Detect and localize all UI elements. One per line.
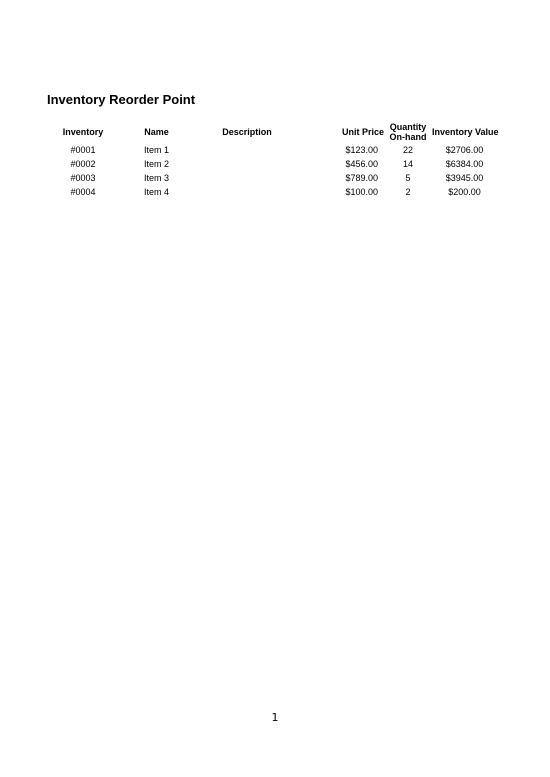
table-row [47, 171, 497, 185]
table-row [47, 143, 497, 157]
cell-quantity: 14 [402, 159, 413, 169]
header-quantity-line1: Quantity [389, 121, 427, 132]
cell-description [194, 157, 300, 171]
inventory-table [47, 120, 497, 199]
cell-inventory: #0001 [70, 145, 96, 155]
header-unit-price: Unit Price [341, 126, 384, 137]
header-inventory: Inventory [62, 126, 104, 137]
cell-unit-price: $100.00 [345, 187, 378, 197]
page-number: 1 [271, 711, 279, 724]
cell-name: Item 3 [143, 173, 169, 183]
header-inventory-value: Inventory Value [432, 126, 499, 137]
cell-unit-price: $789.00 [345, 173, 378, 183]
table-header-row [47, 120, 497, 143]
cell-description [194, 171, 300, 185]
cell-name: Item 4 [143, 187, 169, 197]
cell-inventory-value: $6384.00 [445, 159, 484, 169]
cell-inventory-value: $2706.00 [445, 145, 484, 155]
cell-quantity: 5 [405, 173, 411, 183]
header-name: Name [144, 126, 169, 137]
cell-unit-price: $456.00 [345, 159, 378, 169]
cell-inventory-value: $200.00 [448, 187, 481, 197]
cell-description [194, 143, 300, 157]
header-description: Description [222, 126, 272, 137]
cell-inventory: #0003 [70, 173, 96, 183]
cell-inventory-value: $3945.00 [445, 173, 484, 183]
cell-name: Item 2 [143, 159, 169, 169]
cell-description [194, 185, 300, 199]
page-title: Inventory Reorder Point [47, 92, 196, 107]
cell-name: Item 1 [143, 145, 169, 155]
cell-inventory: #0004 [70, 187, 96, 197]
cell-quantity: 22 [402, 145, 413, 155]
header-quantity-line2: On-hand [389, 131, 427, 142]
cell-unit-price: $123.00 [345, 145, 378, 155]
cell-quantity: 2 [405, 187, 411, 197]
table-row [47, 157, 497, 171]
table-row [47, 185, 497, 199]
header-quantity [384, 120, 432, 143]
cell-inventory: #0002 [70, 159, 96, 169]
